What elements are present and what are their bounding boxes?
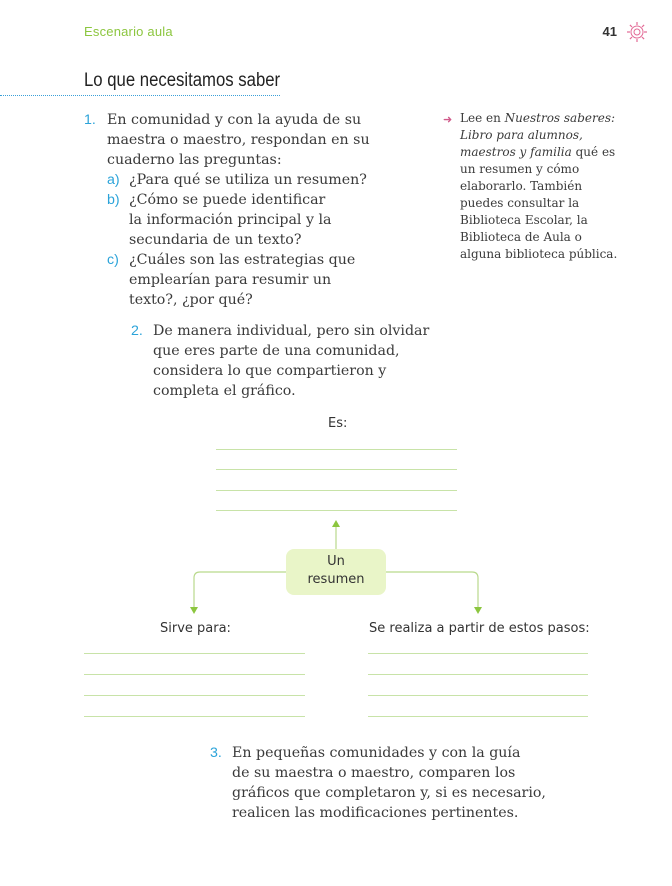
diagram-right-label: Se realiza a partir de estos pasos: — [369, 621, 590, 636]
answer-line[interactable] — [368, 674, 588, 675]
question-1-line: cuaderno las preguntas: — [107, 152, 282, 168]
side-note: ➜ Lee en Nuestros saberes: Libro para alumnos, maestros y familia qué es un resumen y cómo elaborarlo. También puedes consultar la Biblioteca Escolar, la Biblioteca de Aula o alguna biblioteca pública. — [443, 111, 618, 261]
answer-line[interactable] — [216, 469, 457, 470]
answer-line[interactable] — [216, 490, 457, 491]
answer-line[interactable] — [84, 716, 305, 717]
answer-line[interactable] — [368, 653, 588, 654]
rosette-icon — [626, 21, 648, 43]
question-1-line: En comunidad y con la ayuda de su — [107, 112, 362, 128]
section-header: Escenario aula — [84, 24, 173, 39]
answer-line[interactable] — [216, 449, 457, 450]
question-number: 2. — [131, 323, 143, 339]
arrow-right-icon: ➜ — [443, 113, 453, 126]
diagram-left-label: Sirve para: — [160, 621, 231, 636]
question-1-item-b: b) ¿Cómo se puede identificar la información principal y la secundaria de un texto? — [107, 192, 332, 248]
question-1-line: maestra o maestro, respondan en su — [107, 132, 370, 148]
answer-line[interactable] — [84, 695, 305, 696]
answer-line[interactable] — [368, 716, 588, 717]
answer-line[interactable] — [84, 674, 305, 675]
title-divider — [0, 95, 280, 96]
book-title: Nuestros saberes: Libro para alumnos, maestros y familia — [460, 111, 616, 159]
question-1-item-c: c) ¿Cuáles son las estrategias que emplearían para resumir un texto?, ¿por qué? — [107, 252, 356, 308]
question-1-item-a: a) ¿Para qué se utiliza un resumen? — [107, 172, 367, 188]
answer-line[interactable] — [368, 695, 588, 696]
page-number: 41 — [602, 24, 617, 39]
page-title: Lo que necesitamos saber — [84, 70, 281, 91]
answer-line[interactable] — [84, 653, 305, 654]
answer-line[interactable] — [216, 510, 457, 511]
question-number: 3. — [210, 745, 222, 761]
question-2: 2. De manera individual, pero sin olvidar que eres parte de una comunidad, considera lo que compartieron y completa el gráfico. — [131, 323, 430, 399]
question-3: 3. En pequeñas comunidades y con la guía de su maestra o maestro, comparen los gráficos que completaron y, si es necesario, realicen las modificaciones pertinentes. — [210, 745, 546, 821]
diagram-top-label: Es: — [328, 416, 348, 431]
center-concept-box: Un resumen — [286, 549, 386, 595]
question-number: 1. — [84, 112, 96, 128]
